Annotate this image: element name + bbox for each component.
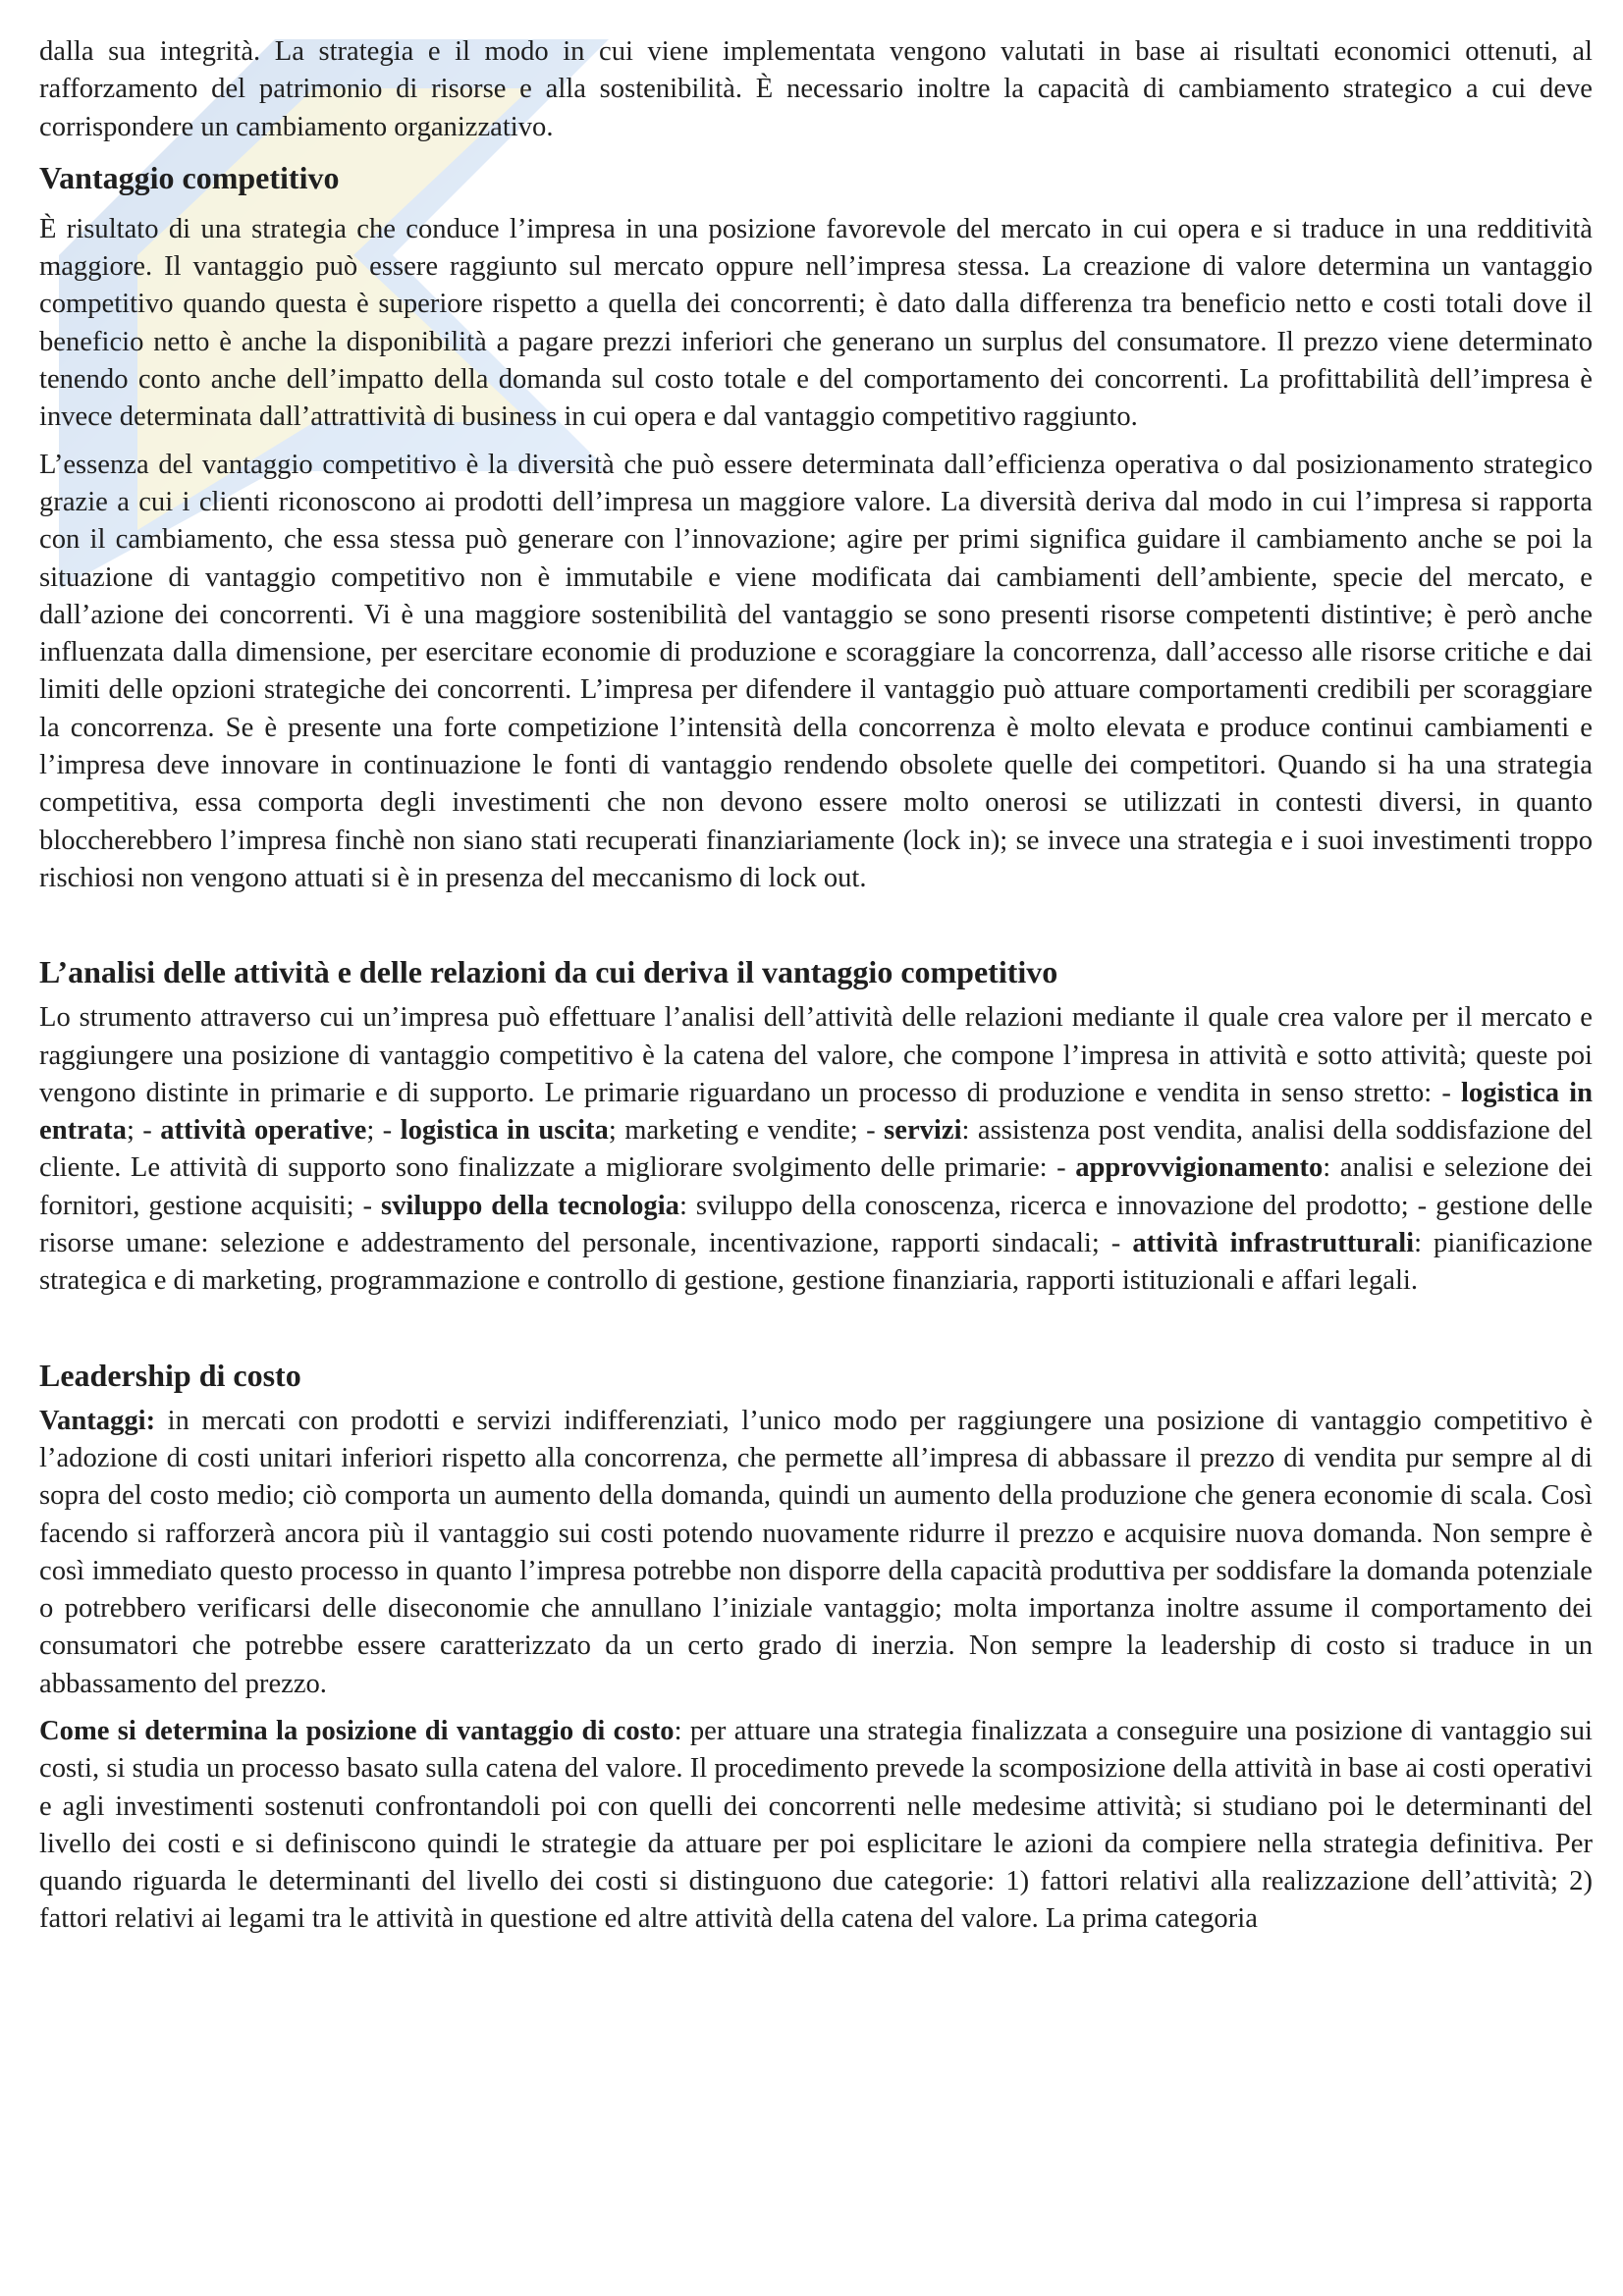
analisi-text-4: ; marketing e vendite; - (608, 1115, 885, 1147)
heading-leadership-costo: Leadership di costo (39, 1357, 301, 1393)
label-vantaggi: Vantaggi: (39, 1405, 156, 1436)
term-logistica-uscita: logistica in uscita (400, 1115, 609, 1147)
analisi-paragraph (39, 999, 1593, 1300)
analisi-text-7: : sviluppo della conoscenza, ricerca e innovazione del prodotto; - gestione delle risorse umane: selezione e addestramento del personale, incentivazione, rapporti sindacali; - (39, 1190, 1594, 1259)
analisi-text-2: ; - (126, 1115, 161, 1147)
term-sviluppo-tecnologia: sviluppo della tecnologia (381, 1190, 679, 1221)
analisi-text-6: : analisi e selezione dei fornitori, gestione acquisiti; - (39, 1152, 1593, 1221)
term-logistica-entrata: logistica in entrata (39, 1077, 1594, 1147)
vantaggio-paragraph-2: L’essenza del vantaggio competitivo è la diversità che può essere determinata dall’efficienza operativa o dal posizionamento strategico grazie a cui i clienti riconoscono ai prodotti dell’impresa un maggiore valore. La diversità deriva dal modo in cui l’impresa si rapporta con il cambiamento, che essa stessa può generare con l’innovazione; agire per primi significa guidare il cambiamento anche se poi la situazione di vantaggio competitivo non è immutabile e viene modificata dai cambiamenti dell’ambiente, specie del mercato, e dall’azione dei concorrenti. Vi è una maggiore sostenibilità del vantaggio se sono presenti risorse competenti distintive; è però anche influenzata dalla dimensione, per esercitare economie di produzione e scoraggiare la concorrenza, dall’accesso alle risorse critiche e dai limiti delle opzioni strategiche dei concorrenti. L’impresa per difendere il vantaggio può attuare comportamenti credibili per scoraggiare la concorrenza. Se è presente una forte competizione l’intensità della concorrenza è molto elevata e produce continui cambiamenti e l’impresa deve innovare in continuazione le fonti di vantaggio rendendo obsolete quelle dei competitori. Quando si ha una strategia competitiva, essa comporta degli investimenti che non devono essere molto onerosi se utilizzati in contesti diversi, in quanto bloccherebbero l’impresa finchè non siano stati recuperati finanziariamente (lock in); se invece una strategia e i suoi investimenti troppo rischiosi non vengono attuati si è in presenza del meccanismo di lock out. (39, 449, 1593, 893)
analisi-text-5: : assistenza post vendita, analisi della soddisfazione del cliente. Le attività di supporto sono finalizzate a migliorare svolgimento delle primarie: - (39, 1115, 1594, 1184)
heading-analisi-attivita: L’analisi delle attività e delle relazioni da cui deriva il vantaggio competitivo (39, 954, 1058, 990)
vantaggio-paragraph-1: È risultato di una strategia che conduce l’impresa in una posizione favorevole del mercato in cui opera e si traduce in una redditività maggiore. Il vantaggio può essere raggiunto sul mercato oppure nell’impresa stessa. La creazione di valore determina un vantaggio competitivo quando questa è superiore rispetto a quella dei concorrenti; è dato dalla differenza tra beneficio netto e costi totali dove il beneficio netto è anche la disponibilità a pagare prezzi inferiori che generano un surplus del consumatore. Il prezzo viene determinato tenendo conto anche dell’impatto della domanda sul costo totale e del comportamento dei concorrenti. La profittabilità dell’impresa è invece determinata dall’attrattività di business in cui opera e dal vantaggio competitivo raggiunto. (39, 213, 1593, 433)
analisi-text-8: : pianificazione strategica e di marketing, programmazione e controllo di gestione, gestione finanziaria, rapporti istituzionali e affari legali. (39, 1228, 1593, 1297)
intro-paragraph: dalla sua integrità. La strategia e il modo in cui viene implementata vengono valutati in base ai risultati economici ottenuti, al rafforzamento del patrimonio di risorse e alla sostenibilità. È necessario inoltre la capacità di cambiamento strategico a cui deve corrispondere un cambiamento organizzativo. (39, 36, 1593, 142)
leadership-paragraph-1 (39, 1403, 1593, 1703)
heading-vantaggio-competitivo: Vantaggio competitivo (39, 159, 340, 195)
analisi-text-3: ; - (366, 1115, 401, 1147)
leadership-text-1: in mercati con prodotti e servizi indifferenziati, l’unico modo per raggiungere una posizione di vantaggio competitivo è l’adozione di costi unitari inferiori rispetto alla concorrenza, che permette all’impresa di abbassare il prezzo di vendita pur sempre al di sopra del costo medio; ciò comporta un aumento della domanda, quindi un aumento della produzione che genera economie di scala. Così facendo si rafforzerà ancora più il vantaggio sui costi potendo nuovamente ridurre il prezzo e acquisire nuova domanda. Non sempre è così immediato questo processo in quanto l’impresa potrebbe non disporre della capacità produttiva per soddisfare la domanda potenziale o potrebbero verificarsi delle diseconomie che annullano l’iniziale vantaggio; molta importanza inoltre assume il comportamento dei consumatori che potrebbe essere caratterizzato da un certo grado di inerzia. Non sempre la leadership di costo si traduce in un abbassamento del prezzo. (39, 1405, 1593, 1699)
leadership-paragraph-2 (39, 1713, 1593, 1939)
leadership-text-2: : per attuare una strategia finalizzata a conseguire una posizione di vantaggio sui costi, si studia un processo basato sulla catena del valore. Il procedimento prevede la scomposizione della attività in base ai costi operativi e agli investimenti sostenuti confrontandoli poi con quelli dei concorrenti nelle medesime attività; si studiano poi le determinanti del livello dei costi e si definiscono quindi le strategie da attuare per poi esplicitare le azioni da compiere nella strategia definitiva. Per quando riguarda le determinanti del livello dei costi si distinguono due categorie: 1) fattori relativi alla realizzazione dell’attività; 2) fattori relativi ai legami tra le attività in questione ed altre attività della catena del valore. La prima categoria (39, 1715, 1593, 1935)
document-page (39, 33, 1593, 1939)
term-attivita-operative: attività operative (160, 1115, 367, 1147)
term-attivita-infrastrutturali: attività infrastrutturali (1132, 1228, 1415, 1259)
term-approvvigionamento: approvvigionamento (1075, 1152, 1324, 1184)
analisi-text-1: Lo strumento attraverso cui un’impresa può effettuare l’analisi dell’attività delle relazioni mediante il quale crea valore per il mercato e raggiungere una posizione di vantaggio competitivo è la catena del valore, che compone l’impresa in attività e sotto attività; queste poi vengono distinte in primarie e di supporto. Le primarie riguardano un processo di produzione e vendita in senso stretto: - (39, 1002, 1593, 1108)
label-come-si-determina: Come si determina la posizione di vantaggio di costo (39, 1715, 675, 1746)
term-servizi: servizi (884, 1115, 962, 1147)
